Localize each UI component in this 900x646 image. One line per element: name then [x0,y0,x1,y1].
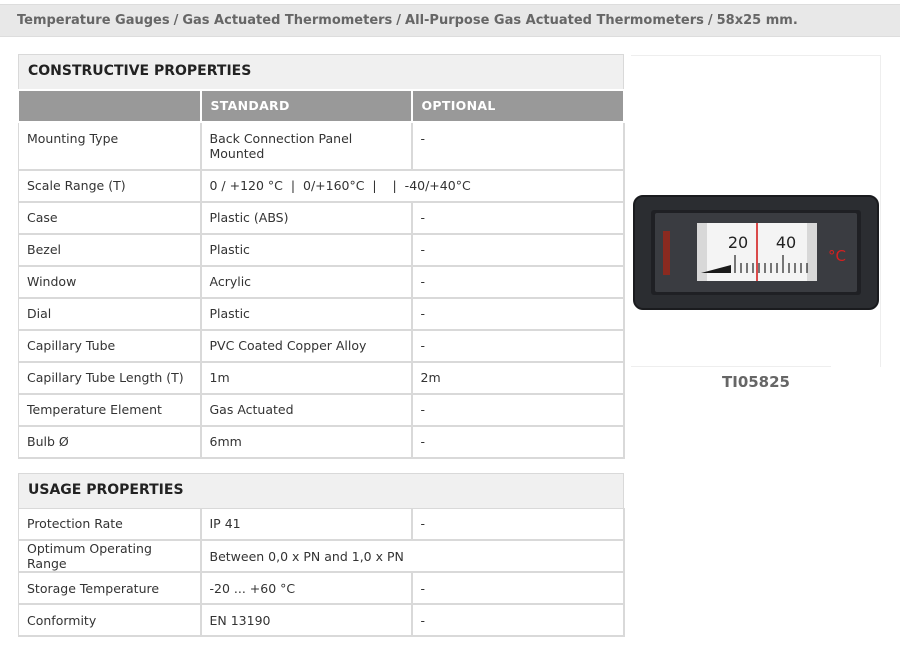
table-row [19,540,624,572]
constructive-properties-title: CONSTRUCTIVE PROPERTIES [19,55,624,90]
property-optional: - [412,330,624,362]
product-image-panel [631,55,881,367]
property-label: Mounting Type [19,122,201,170]
property-standard: Plastic (ABS) [201,202,412,234]
column-header-property [19,90,201,122]
properties-tables [18,54,623,637]
property-label: Storage Temperature [19,572,201,604]
breadcrumb [0,4,900,37]
property-label: Bulb Ø [19,426,201,458]
table-row [19,234,624,266]
column-header-standard: STANDARD [201,90,412,122]
breadcrumb-current: 58x25 mm. [716,13,798,28]
table-row [19,604,624,636]
table-row [19,266,624,298]
table-row [19,122,624,170]
property-label: Capillary Tube [19,330,201,362]
property-label: Case [19,202,201,234]
property-standard: IP 41 [201,508,412,540]
dial-label: 40 [775,233,797,252]
property-standard: Back Connection Panel Mounted [201,122,412,170]
constructive-properties-table [18,54,625,459]
unit-label: °C [828,247,846,265]
property-label: Optimum Operating Range [19,540,201,572]
property-optional: - [412,426,624,458]
property-optional: 2m [412,362,624,394]
table-row [19,572,624,604]
property-optional: - [412,202,624,234]
table-row [19,298,624,330]
property-label: Conformity [19,604,201,636]
table-row [19,394,624,426]
property-label: Temperature Element [19,394,201,426]
dial-label: 20 [727,233,749,252]
property-label: Protection Rate [19,508,201,540]
table-row [19,508,624,540]
property-optional: - [412,394,624,426]
usage-properties-table [18,473,625,638]
table-row [19,170,624,202]
property-standard: Plastic [201,298,412,330]
breadcrumb-separator: / [173,13,179,28]
property-optional: - [412,298,624,330]
property-standard: 1m [201,362,412,394]
property-label: Capillary Tube Length (T) [19,362,201,394]
property-optional: - [412,572,624,604]
usage-properties-title: USAGE PROPERTIES [19,473,624,508]
property-standard: PVC Coated Copper Alloy [201,330,412,362]
property-standard: 0 / +120 °C | 0/+160°C | | -40/+40°C [201,170,624,202]
property-label: Dial [19,298,201,330]
property-label: Window [19,266,201,298]
property-optional: - [412,266,624,298]
breadcrumb-separator: / [396,13,402,28]
breadcrumb-link-temperature-gauges[interactable]: Temperature Gauges [17,13,170,28]
breadcrumb-separator: / [707,13,713,28]
property-standard: -20 ... +60 °C [201,572,412,604]
property-label: Bezel [19,234,201,266]
property-standard: 6mm [201,426,412,458]
product-code: TI05825 [722,373,790,391]
property-standard: Between 0,0 x PN and 1,0 x PN [201,540,624,572]
property-standard: Acrylic [201,266,412,298]
property-optional: - [412,508,624,540]
property-standard: Gas Actuated [201,394,412,426]
property-standard: EN 13190 [201,604,412,636]
property-optional: - [412,122,624,170]
thermometer-gauge-image [633,195,879,310]
table-row [19,330,624,362]
column-header-optional: OPTIONAL [412,90,624,122]
table-row [19,426,624,458]
property-optional: - [412,604,624,636]
table-row [19,202,624,234]
table-row [19,362,624,394]
breadcrumb-link-gas-actuated-thermometers[interactable]: Gas Actuated Thermometers [182,13,393,28]
breadcrumb-link-all-purpose[interactable]: All-Purpose Gas Actuated Thermometers [405,13,704,28]
property-optional: - [412,234,624,266]
property-label: Scale Range (T) [19,170,201,202]
brand-logo [663,231,670,275]
property-standard: Plastic [201,234,412,266]
